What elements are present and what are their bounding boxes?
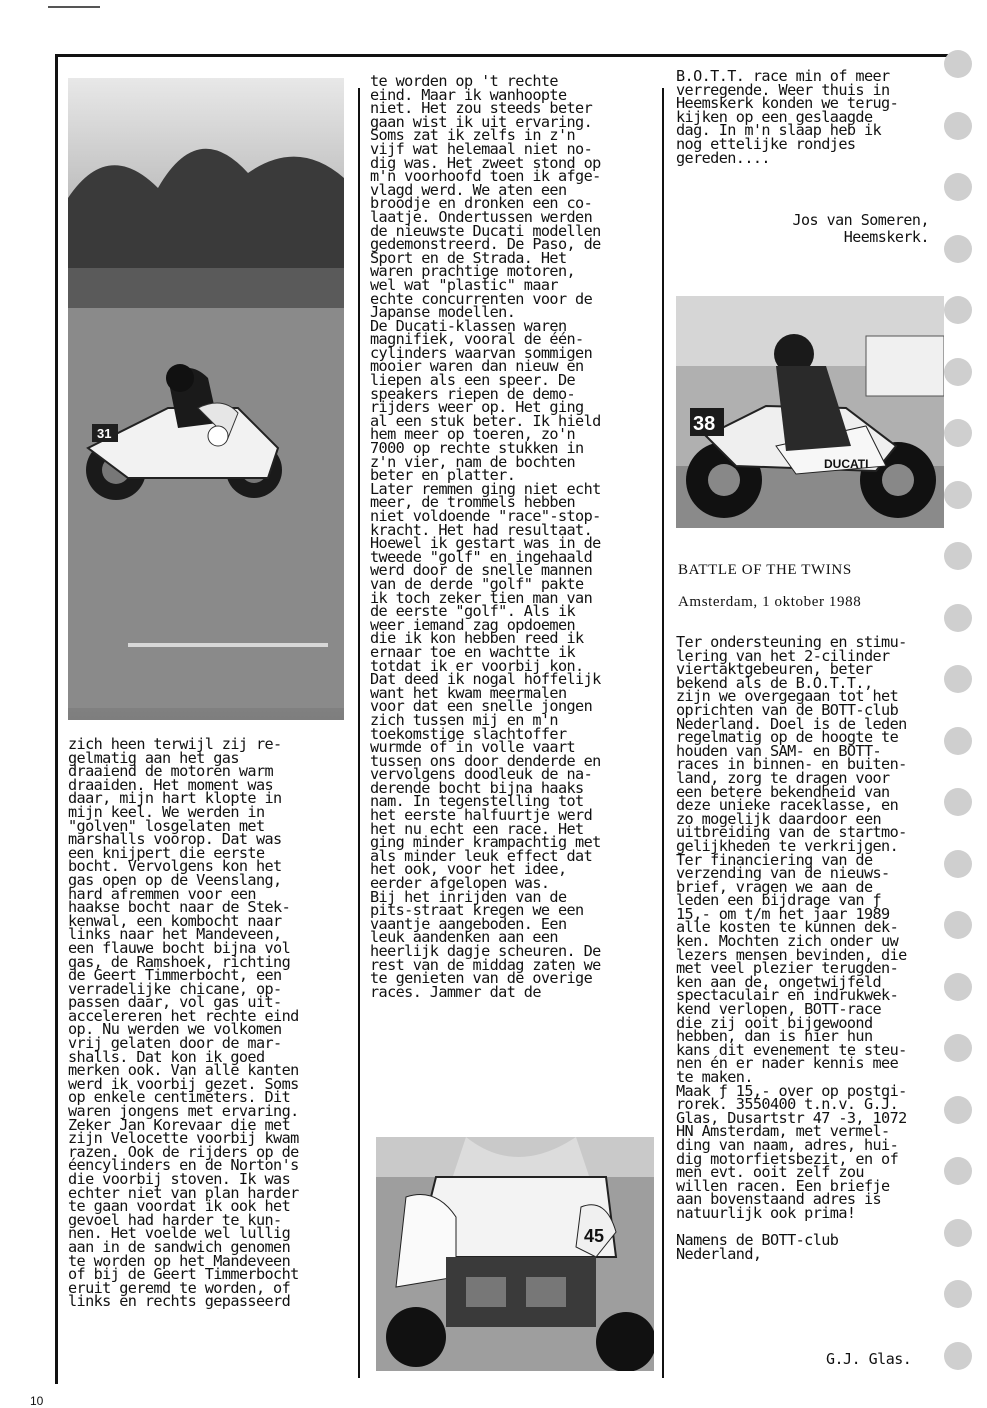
photo2-race-number: 38 [693, 413, 716, 435]
article-column-3-intro: B.O.T.T. race min of meer verregende. Weer thuis in Heemskerk konden we terug- kijken op een geslaagde dag. In m'n slaap heb ik nog ettelijke rondjes gereden.... [676, 67, 899, 167]
binder-hole [944, 1157, 972, 1185]
binder-hole [944, 1034, 972, 1062]
binder-hole [944, 296, 972, 324]
binder-hole [944, 604, 972, 632]
page-frame-top [55, 54, 965, 57]
binder-hole [944, 1342, 972, 1370]
binder-hole [944, 358, 972, 386]
photo1-race-number: 31 [97, 426, 112, 441]
page-top-mark [48, 6, 100, 8]
binder-hole [944, 481, 972, 509]
binder-hole [944, 788, 972, 816]
binder-hole [944, 973, 972, 1001]
article-column-1: zich heen terwijl zij re- gelmatig aan het gas draaiend de motoren warm draaiden. Het moment was daar, mijn hart klopte in mijn keel. We werden in "golven" losgelaten met marshalls voorop. Dat was een knijpert die eerste bocht. Vervolgens kon het gas open op de Veenslang, hard afremmen voor een haakse bocht naar de Stek- kenwal, een kombocht naar links naar het Mandeveen, een flauwe bocht bijna vol gas, de Ramshoek, richting de Geert Timmerbocht, een verradelijke chicane, op- passen daar, vol gas uit- accelereren het rechte eind op. Nu werden we volkomen vrij gelaten door de mar- shalls. Dat kon ik goed merken ook. Van alle kanten werd ik voorbij gezet. Soms op enkele centimeters. Dit waren jongens met ervaring. Zeker Jan Korevaar die met zijn Velocette voorbij kwam razen. Ook de rijders op de éencylinders en de Norton's die voorbij stoven. Ik was echter niet van plan harder te gaan voordat ik ook het gevoel had harder te kun- nen. Het voelde wel lullig aan in de sandwich genomen te worden op het Mandeveen of bij de Geert Timmerbocht eruit geremd te worden, of links en rechts gepasseerd [68, 735, 299, 1311]
page-number: 10 [30, 1394, 44, 1408]
article-column-3-body: Ter ondersteuning en stimu- lering van het 2-cilinder viertaktgebeuren, beter bekend als de B.O.T.T., zijn we overgegaan tot het oprichten van de BOTT-club Nederland. Doel is de leden regelmatig op de hoogte te houden van SAM- en BOTT- races in binnen- en buiten- land, zorg te dragen voor een betere bekendheid van deze unieke raceklasse, en zo mogelijk daardoor een uitbreiding van de startmo- gelijkheden te verkrijgen. Ter financiering van de verzending van de nieuws- brief, vragen we aan de leden een bijdrage van ƒ 15,- om t/m het jaar 1989 alle kosten te kunnen dek- ken. Mochten zich onder uw lezers mensen bevinden, die met veel plezier terugden- ken aan de, ongetwijfeld spectaculair en indrukwek- kend verlopen, BOTT-race die zij ooit bijgewoond hebben, dan is hier hun kans dit evenement te steu- nen én er nader kennis mee te maken. Maak ƒ 15,- over op postgi- rorek. 3550400 t.n.v. G.J. Glas, Dusartstr 47 -3, 1072 HN Amsterdam, met vermel- ding van naam, adres, hui- dig motorfietsbezit, en of men evt. ooit zelf zou willen racen. Een briefje aan bovenstaand adres is natuurlijk ook prima! Namens de BOTT-club Nederland, [676, 633, 907, 1263]
photo-twin-45 [376, 1137, 654, 1371]
binder-hole [944, 235, 972, 263]
author-signature: Jos van Someren, Heemskerk. [792, 211, 929, 246]
photo-racing-motorcycle [68, 78, 344, 720]
binder-hole [944, 419, 972, 447]
column-divider-2 [662, 88, 664, 1378]
photo2-ducati-logo: DUCATI [824, 457, 869, 471]
binder-hole [944, 542, 972, 570]
binder-hole [944, 173, 972, 201]
binder-hole [944, 850, 972, 878]
binder-hole [944, 50, 972, 78]
article-column-2: te worden op 't rechte eind. Maar ik wanhoopte niet. Het zou steeds beter gaan wist ik uit ervaring. Soms zat ik zelfs in z'n vijf wat helemaal niet no- dig was. Het zweet stond op m'n voorhoofd toen ik afge- vlagd werd. We aten een broodje en dronken een co- laatje. Ondertussen werden de nieuwste Ducati modellen gedemonstreerd. De Paso, de Sport en de Strada. Het waren prachtige motoren, wel wat "plastic" maar echte concurrenten voor de Japanse modellen. De Ducati-klassen waren magnifiek, vooral de één- cylinders waarvan sommigen mooier waren dan nieuw en liepen als een speer. De speakers riepen de demo- rijders weer op. Het ging al een stuk beter. Ik hield hem meer op toeren, zo'n 7000 op rechte stukken in z'n vier, nam de bochten beter en platter. Later remmen ging niet echt meer, de trommels hebben niet voldoende "race"-stop- kracht. Het had resultaat. Hoewel ik gestart was in de tweede "golf" en ingehaald werd door de snelle mannen van de derde "golf" pakte ik toch zeker tien man van de eerste "golf". Als ik weer iemand zag opdoemen die ik kon hebben reed ik ernaar toe en wachtte ik totdat ik er voorbij kon. Dat deed ik nogal hoffelijk want het kwam meermalen voor dat een snelle jongen zich tussen mij en m'n toekomstige slachtoffer wurmde of in volle vaart tussen ons door denderde en vervolgens doodleuk de na- derende bocht bijna haaks nam. In tegenstelling tot het eerste halfuurtje werd het nu echt een race. Het ging minder krampachtig met als minder leuk effect dat het ook, voor het idee, eerder afgelopen was. Bij het inrijden van de pits-straat kregen we een vaantje aangeboden. Een leuk aandenken aan een heerlijk dagje scheuren. De rest van de middag zaten we te genieten van de overige races. Jammer dat de [370, 72, 601, 1001]
binder-hole [944, 911, 972, 939]
binder-hole [944, 665, 972, 693]
binder-hole [944, 1096, 972, 1124]
section-subheading: Amsterdam, 1 oktober 1988 [678, 594, 862, 610]
binder-hole [944, 727, 972, 755]
photo-ducati-pit [676, 296, 944, 528]
binder-hole [944, 112, 972, 140]
column-divider-1 [358, 88, 360, 1378]
photo3-race-number: 45 [584, 1226, 605, 1246]
binder-hole [944, 1280, 972, 1308]
binder-hole [944, 1219, 972, 1247]
binder-holes [944, 50, 974, 1402]
section-heading: BATTLE OF THE TWINS [678, 562, 852, 578]
closing-signature: G.J. Glas. [826, 1350, 912, 1368]
page-frame-left [55, 54, 58, 1384]
